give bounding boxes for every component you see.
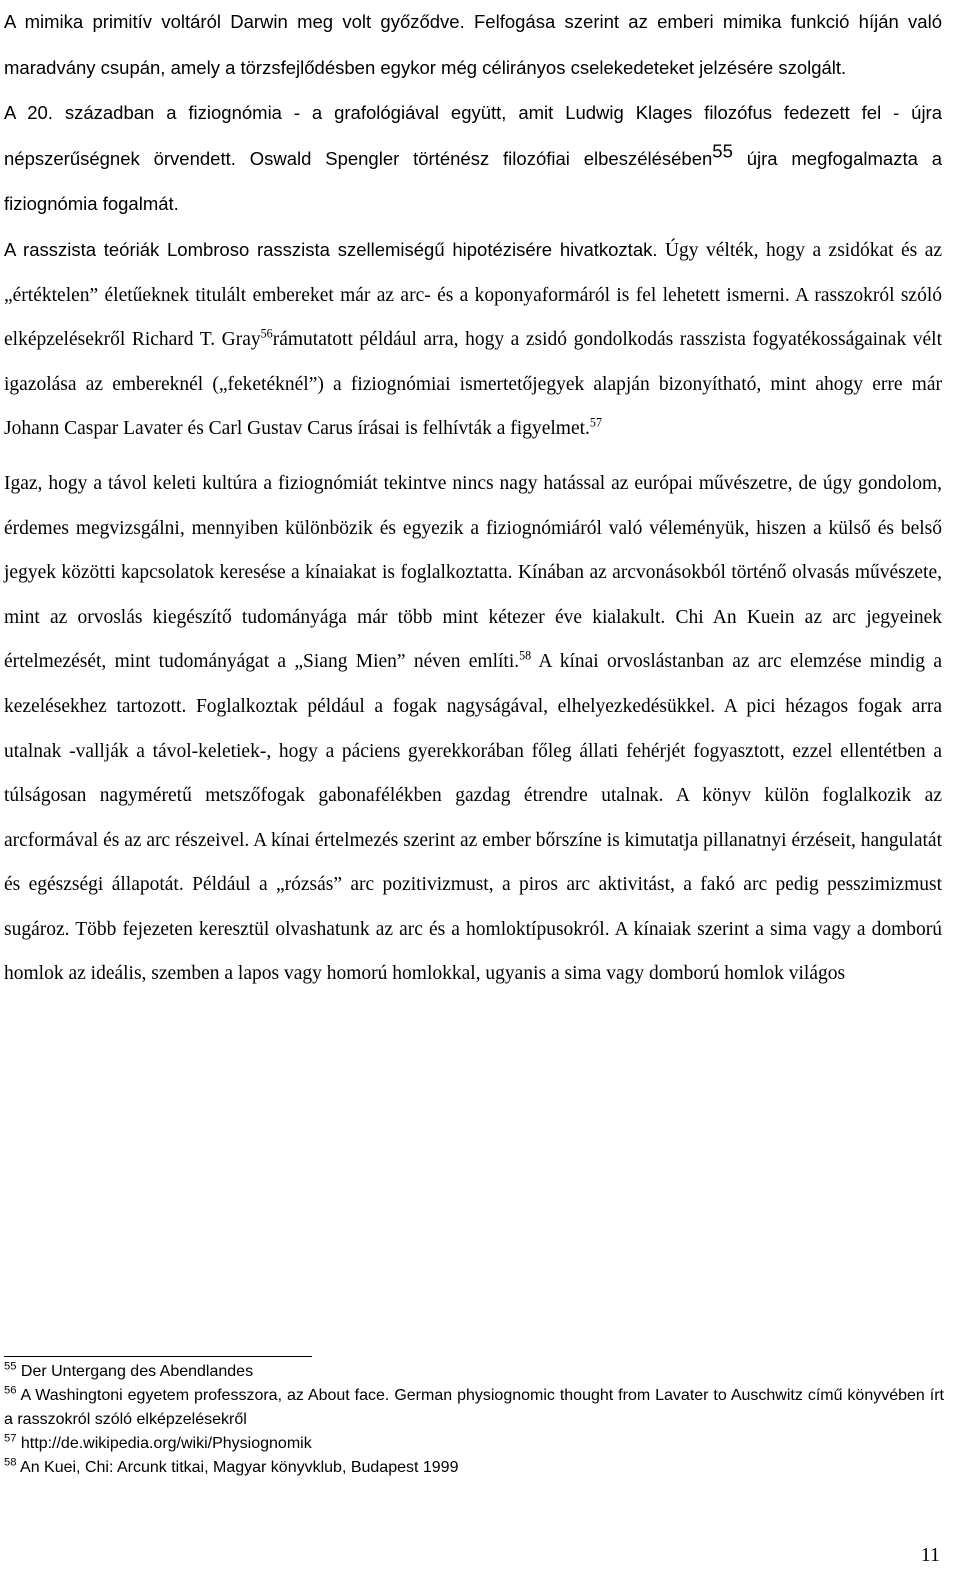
footnote-58 xyxy=(4,1456,944,1480)
footnote-text: An Kuei, Chi: Arcunk titkai, Magyar könyvklub, Budapest 1999 xyxy=(16,1459,459,1476)
footnote-text: A Washingtoni egyetem professzora, az About face. German physiognomic thought from Lavater to Auschwitz című könyvében írt a rasszokról szóló elképzelésekről xyxy=(4,1387,944,1428)
footnote-number: 55 xyxy=(4,1360,17,1373)
footnote-number: 58 xyxy=(4,1456,17,1469)
footnote-separator xyxy=(4,1356,312,1357)
paragraph-gray-text: rámutatott például arra, hogy a zsidó gondolkodás rasszista fogyatékosságainak vélt igazolása az embereknél („feketéknél”) a fiziognómiai ismertetőjegyek alapján bizonyítható, mint ahogy erre már Johann Caspar Lavater és Carl Gustav Carus írásai is felhívták a figyelmet. xyxy=(4,329,942,440)
body-text xyxy=(4,0,942,997)
paragraph-klages-text: A 20. században a fiziognómia - a grafológiával együtt, amit Ludwig Klages filozófus fedezett fel - újra népszerűségnek örvendett. Oswald Spengler történész filozófiai elbeszélésében xyxy=(4,102,942,169)
footnote-number: 56 xyxy=(4,1384,17,1397)
footnote-ref-58[interactable]: 58 xyxy=(519,648,532,663)
footnote-ref-57[interactable]: 57 xyxy=(589,415,602,430)
footnote-ref-56[interactable]: 56 xyxy=(260,326,273,341)
paragraph-spengler-text: újra megfogalmazta a fiziognómia fogalmát. xyxy=(4,147,942,215)
paragraph-racism-text: Úgy vélték, hogy a zsidókat és az „értéktelen” életűeknek titulált embereket már az arc- és a koponyaformáról is fel lehetett ismerni. A rasszokról szóló elképzelésekről Richard T. Gray xyxy=(4,239,942,351)
footnote-55 xyxy=(4,1360,944,1384)
footnote-ref-55[interactable]: 55 xyxy=(712,140,733,162)
paragraph-intro xyxy=(4,0,942,452)
footnote-text: Der Untergang des Abendlandes xyxy=(16,1363,254,1380)
footnote-57 xyxy=(4,1432,944,1456)
paragraph-darwin-text: A mimika primitív voltáról Darwin meg volt győződve. Felfogása szerint az emberi mimika funkció híján való maradvány csupán, amely a törzsfejlődésben egykor még célirányos cselekedeteket jelzésére szolgált. xyxy=(4,11,942,78)
paragraph-china-text-a: Igaz, hogy a távol keleti kultúra a fiziognómiát tekintve nincs nagy hatással az európai művészetre, de úgy gondolom, érdemes megvizsgálni, mennyiben különbözik és egyezik a fiziognómiáról való véleményük, hiszen a külső és belső jegyek közötti kapcsolatok keresése a kínaiakat is foglalkoztatta. Kínában az arcvonásokból történő olvasás művészete, mint az orvoslás kiegészítő tudományága már több mint kétezer éve kialakult. Chi An Kuein az arc jegyeinek értelmezését, mint tudományágat a „Siang Mien” néven említi. xyxy=(4,472,942,673)
paragraph-china xyxy=(4,462,942,997)
paragraph-lombroso-text: A rasszista teóriák Lombroso rasszista szellemiségű hipotézisére hivatkoztak. xyxy=(4,238,658,260)
page-number: 11 xyxy=(920,1544,940,1566)
footnote-56 xyxy=(4,1384,944,1432)
footnotes xyxy=(4,1360,944,1480)
footnote-number: 57 xyxy=(4,1432,17,1445)
paragraph-china-text-b: A kínai orvoslástanban az arc elemzése mindig a kezelésekhez tartozott. Foglalkoztak például a fogak nagyságával, elhelyezkedésükkel. A pici hézagos fogak arra utalnak -vallják a távol-keletiek-, hogy a páciens gyerekkorában főleg állati fehérjét fogyasztott, ezzel ellentétben a túlságosan nagyméretű metszőfogak gabonafélékben gazdag étrendre utalnak. A könyv külön foglalkozik az arcformával és az arc részeivel. A kínai értelmezés szerint az ember bőrszíne is kimutatja pillanatnyi érzéseit, hangulatát és egészségi állapotát. Például a „rózsás” arc pozitivizmust, a piros arc aktivitást, a fakó arc pedig pesszimizmust sugároz. Több fejezeten keresztül olvashatunk az arc és a homloktípusokról. A kínaiak szerint a sima vagy a domború homlok az ideális, szemben a lapos vagy homorú homlokkal, ugyanis a sima vagy domború homlok világos xyxy=(4,651,942,985)
footnote-text[interactable]: http://de.wikipedia.org/wiki/Physiognomik xyxy=(16,1435,312,1452)
